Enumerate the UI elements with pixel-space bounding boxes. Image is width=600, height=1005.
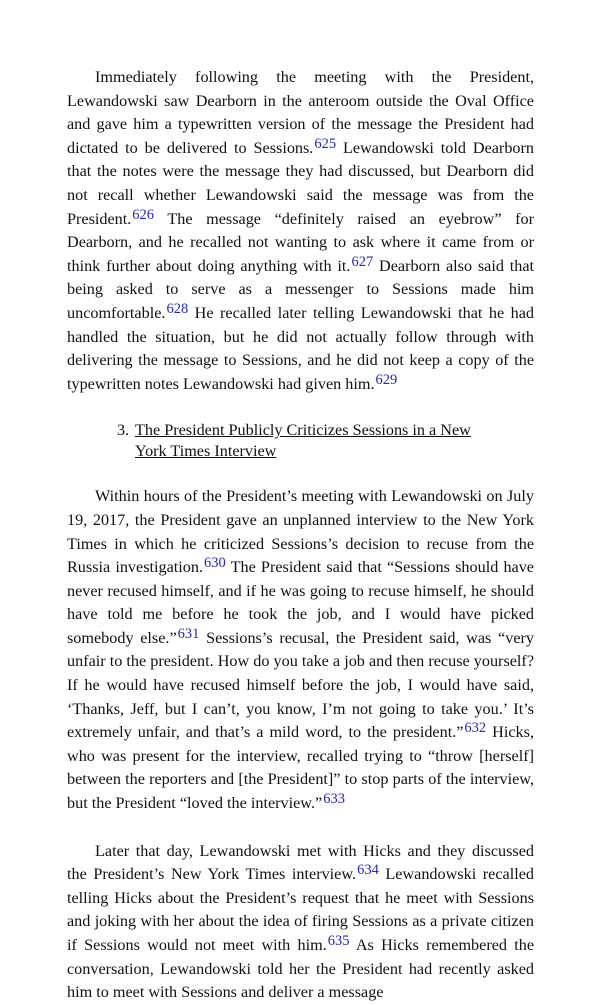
paragraph-text: Lewandowski told Dearborn that the notes were the message they had discussed, but Dearborn did not recall whether Lewandowski said the message was from the President. [67, 138, 534, 228]
footnote-link-630[interactable]: 630 [204, 555, 226, 572]
section-number: 3. [117, 421, 130, 440]
footnote-link-635[interactable]: 635 [327, 933, 350, 949]
section-title: The President Publicly Criticizes Sessions in a New York Times Interview [135, 421, 471, 461]
paragraph-text: The message “definitely raised an eyebrow” for Dearborn, and he recalled not wanting to ask where it came from or think further about doing anything with it. [67, 209, 534, 275]
footnote-link-625[interactable]: 625 [314, 135, 337, 152]
paragraph-text: Within hours of the President’s meeting with Lewandowski on July 19, 2017, the President gave an unplanned interview to the New York Times in which he criticized Sessions’s decision to recuse from the Russia investigation. [67, 487, 534, 577]
paragraph-text: He recalled later telling Lewandowski that he had handled the situation, but he did not actually follow through with delivering the message to Sessions, and he did not keep a copy of the typewritten notes Lewandowski had given him. [67, 303, 534, 393]
footnote-link-626[interactable]: 626 [132, 206, 155, 223]
footnote-link-632[interactable]: 632 [464, 720, 487, 737]
footnote-link-627[interactable]: 627 [351, 253, 374, 270]
paragraph-text: Later that day, Lewandowski met with Hicks and they discussed the President’s New York Times interview. [67, 841, 534, 884]
footnote-link-633[interactable]: 633 [323, 791, 345, 808]
paragraph-hicks-conversation [67, 840, 534, 1005]
paragraph-dearborn-message [67, 66, 534, 396]
paragraph-spacer [67, 816, 534, 840]
section-heading [67, 420, 534, 462]
paragraph-text: Dearborn also said that being asked to serve as a messenger to Sessions made him uncomfortable. [67, 256, 535, 322]
footnote-link-634[interactable]: 634 [357, 862, 379, 879]
paragraph-text: Sessions’s recusal, the President said, was “very unfair to the president. How do you take a job and then recuse yourself? If he would have recused himself before the job, I would have said, ‘Thanks, Jeff, but I can’t, you know, I’m not going to take you.’ It’s extremely unfair, and that’s a mild word, to the president.” [67, 628, 534, 742]
footnote-link-628[interactable]: 628 [166, 300, 189, 317]
paragraph-text: Hicks, who was present for the interview, recalled trying to “throw [herself] between the reporters and [the President]” to stop parts of the interview, but the President “loved the interview.” [67, 723, 534, 813]
paragraph-text: Immediately following the meeting with the President, Lewandowski saw Dearborn in the anteroom outside the Oval Office and gave him a typewritten version of the message the President had dictated to be delivered to Sessions. [67, 68, 534, 157]
paragraph-nyt-interview [67, 485, 534, 815]
footnote-link-631[interactable]: 631 [177, 625, 200, 642]
paragraph-text: Lewandowski recalled telling Hicks about the President’s request that he meet with Sessions and joking with her about the idea of firing Sessions as a private citizen if Sessions would not meet with him. [67, 865, 535, 954]
paragraph-text: As Hicks remembered the conversation, Lewandowski told her the President had recently asked him to meet with Sessions and deliver a message [67, 936, 535, 1002]
footnote-link-629[interactable]: 629 [375, 371, 398, 388]
paragraph-text: The President said that “Sessions should have never recused himself, and if he was going to recuse himself, he should have told me before he took the job, and I would have picked somebody else.” [67, 558, 534, 647]
document-page [67, 66, 534, 1005]
